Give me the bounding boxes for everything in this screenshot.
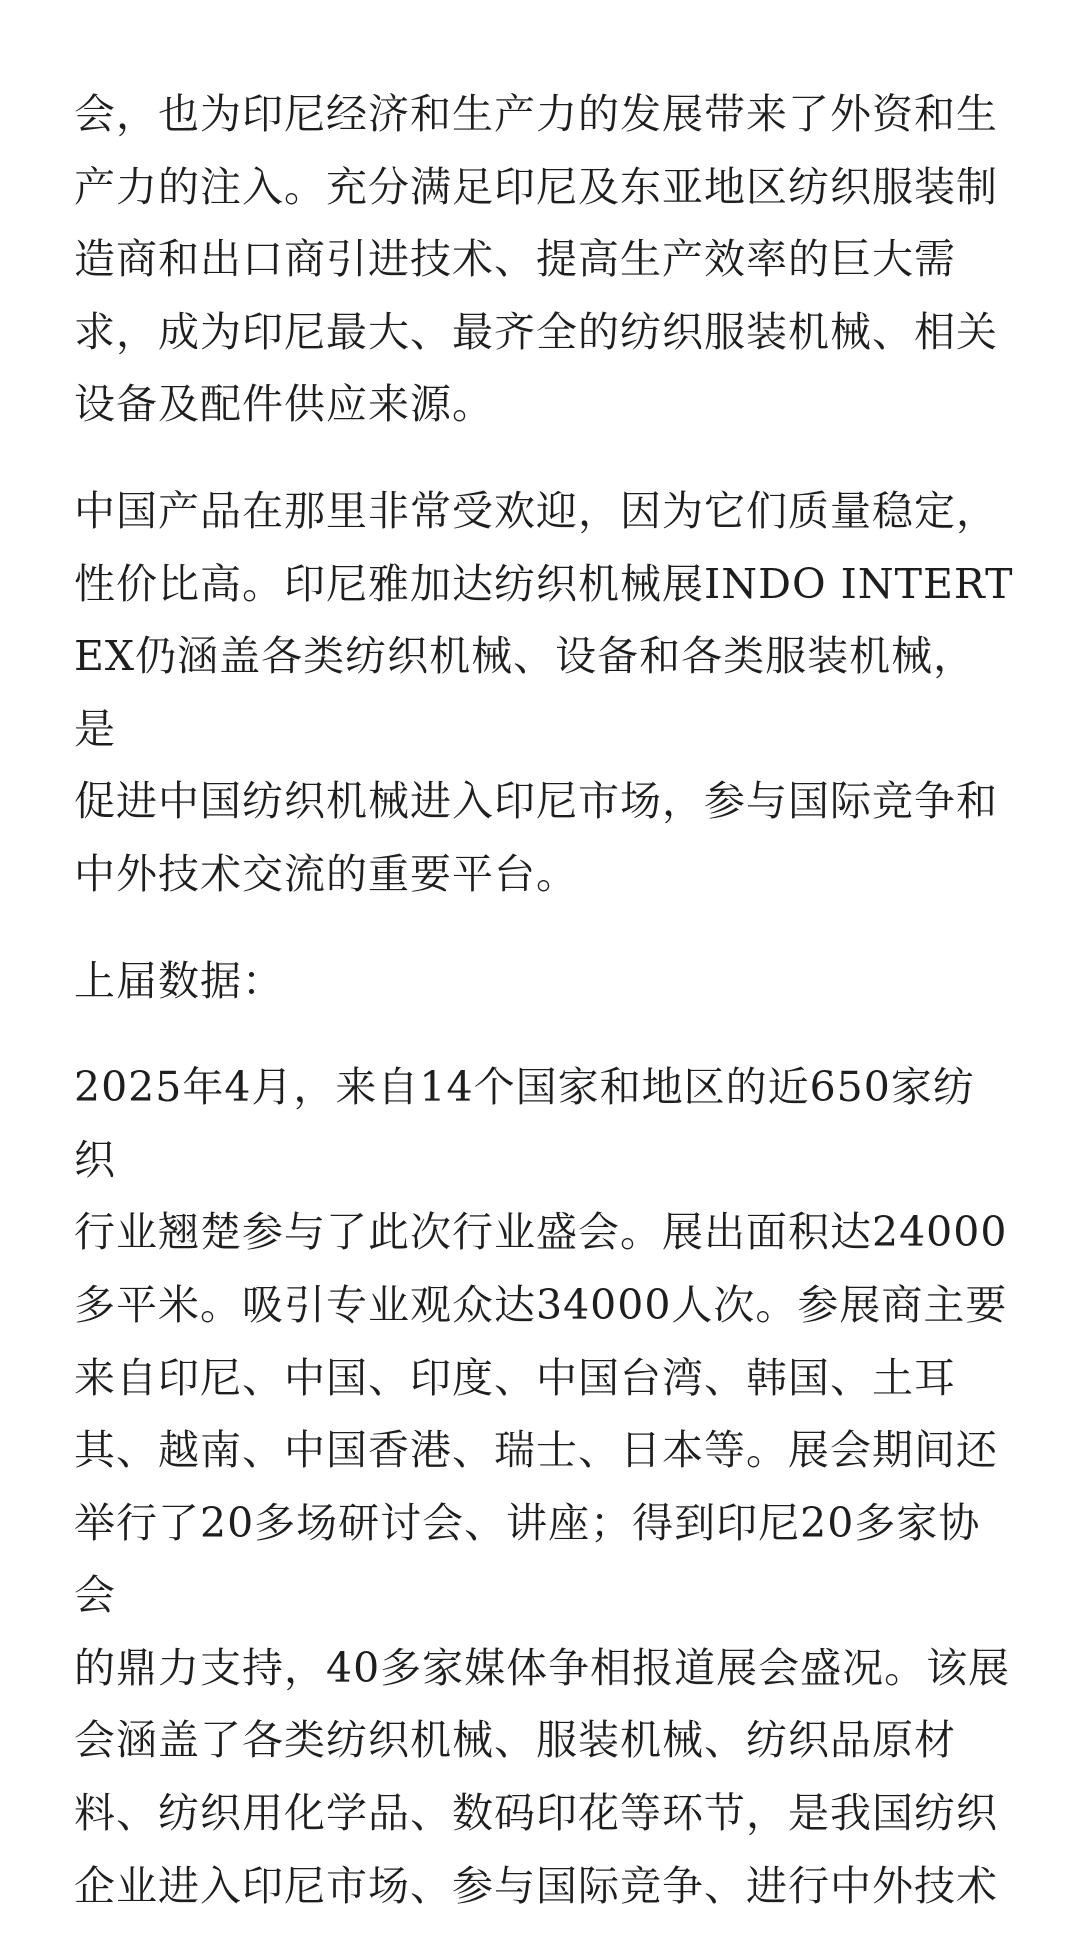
section-heading-previous-data: 上届数据： xyxy=(74,956,284,1005)
paragraph-previous-edition-stats: 2025年4月，来自14个国家和地区的近650家纺织 行业翘楚参与了此次行业盛会。展出面积达24000 多平米。吸引专业观众达34000人次。参展商主要 来自印尼、中国、印度、中国台湾、韩国、土耳 其、越南、中国香港、瑞士、日本等。展会期间还 举行了20多场研讨会、讲座；得到印尼20多家协会 的鼎力支持，40多家媒体争相报道展会盛况。该展 会涵盖了各类纺织机械、服装机械、纺织品原材 料、纺织用化学品、数码印花等环节，是我国纺织 企业进入印尼市场、参与国际竞争、进行中外技术 xyxy=(74,1063,1011,1910)
article-body xyxy=(74,78,1014,1956)
paragraph-chinese-products: 中国产品在那里非常受欢迎，因为它们质量稳定， 性价比高。印尼雅加达纺织机械展INDO INTERT EX仍涵盖各类纺织机械、设备和各类服装机械，是 促进中国纺织机械进入印尼市场，参与国际竞争和 中外技术交流的重要平台。 xyxy=(74,486,1014,898)
paragraph-exhibition-benefits: 会，也为印尼经济和生产力的发展带来了外资和生 产力的注入。充分满足印尼及东亚地区纺织服装制 造商和出口商引进技术、提高生产效率的巨大需 求，成为印尼最大、最齐全的纺织服装机械、相关 设备及配件供应来源。 xyxy=(74,90,998,429)
